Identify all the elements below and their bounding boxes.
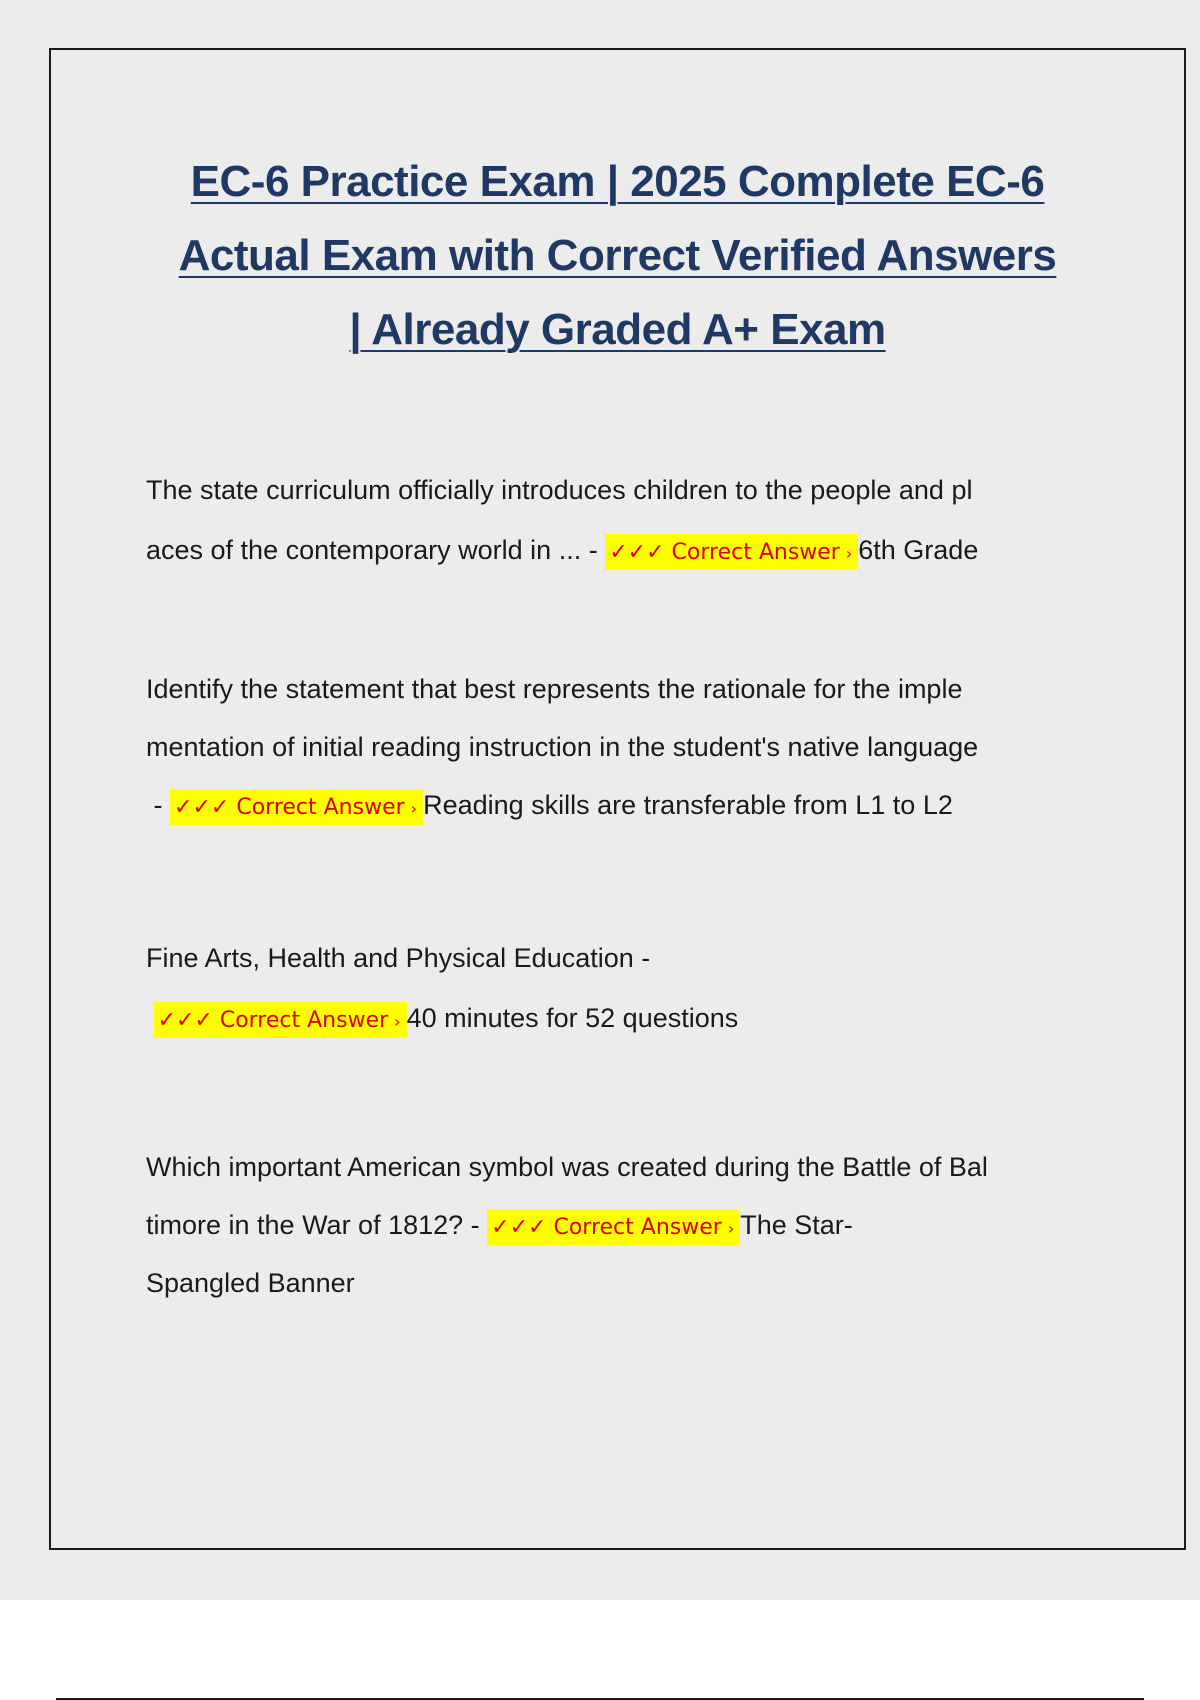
title-line-1: EC-6 Practice Exam | 2025 Complete EC-6 [190, 157, 1045, 206]
question-answer-line [146, 520, 1086, 580]
question-text: - [153, 790, 163, 820]
title-line-3: | Already Graded A+ Exam [349, 305, 886, 354]
checkmark-icon: ✓✓✓ [157, 1008, 213, 1033]
question-text: aces of the contemporary world in ... - [146, 535, 598, 565]
question-text: mentation of initial reading instruction in the student's native language [146, 732, 979, 762]
checkmark-icon: ✓✓✓ [609, 540, 665, 565]
answer-text: The Star- [740, 1210, 853, 1240]
question-block-4 [146, 1138, 1086, 1312]
question-text: The state curriculum officially introduces children to the people and pl [146, 475, 973, 505]
question-text: Which important American symbol was created during the Battle of Bal [146, 1152, 988, 1182]
chevron-right-icon: › [410, 799, 418, 818]
checkmark-icon: ✓✓✓ [491, 1215, 547, 1240]
correct-answer-badge: ✓✓✓ Correct Answer › [605, 534, 858, 570]
correct-answer-badge: ✓✓✓ Correct Answer › [154, 1002, 407, 1038]
question-text: Fine Arts, Health and Physical Education - [146, 943, 651, 973]
question-answer-line [146, 988, 1086, 1048]
checkmark-icon: ✓✓✓ [174, 795, 230, 820]
title-line-2: Actual Exam with Correct Verified Answers [178, 231, 1057, 280]
correct-answer-badge: ✓✓✓ Correct Answer › [170, 789, 423, 825]
question-text: timore in the War of 1812? - [146, 1210, 480, 1240]
correct-answer-badge: ✓✓✓ Correct Answer › [487, 1209, 740, 1245]
question-block-3 [146, 928, 1086, 1048]
question-answer-line [146, 776, 1086, 834]
chevron-right-icon: › [845, 544, 853, 563]
question-block-2 [146, 660, 1086, 834]
chevron-right-icon: › [727, 1219, 735, 1238]
question-answer-line [146, 1196, 1086, 1254]
answer-text: Reading skills are transferable from L1 to L2 [423, 790, 953, 820]
document-title [60, 145, 1175, 367]
answer-text: 40 minutes for 52 questions [406, 1003, 739, 1033]
answer-text: 6th Grade [858, 535, 979, 565]
question-text: Identify the statement that best represents the rationale for the imple [146, 674, 963, 704]
chevron-right-icon: › [394, 1012, 401, 1031]
question-block-1 [146, 460, 1086, 580]
answer-text: Spangled Banner [146, 1268, 355, 1298]
